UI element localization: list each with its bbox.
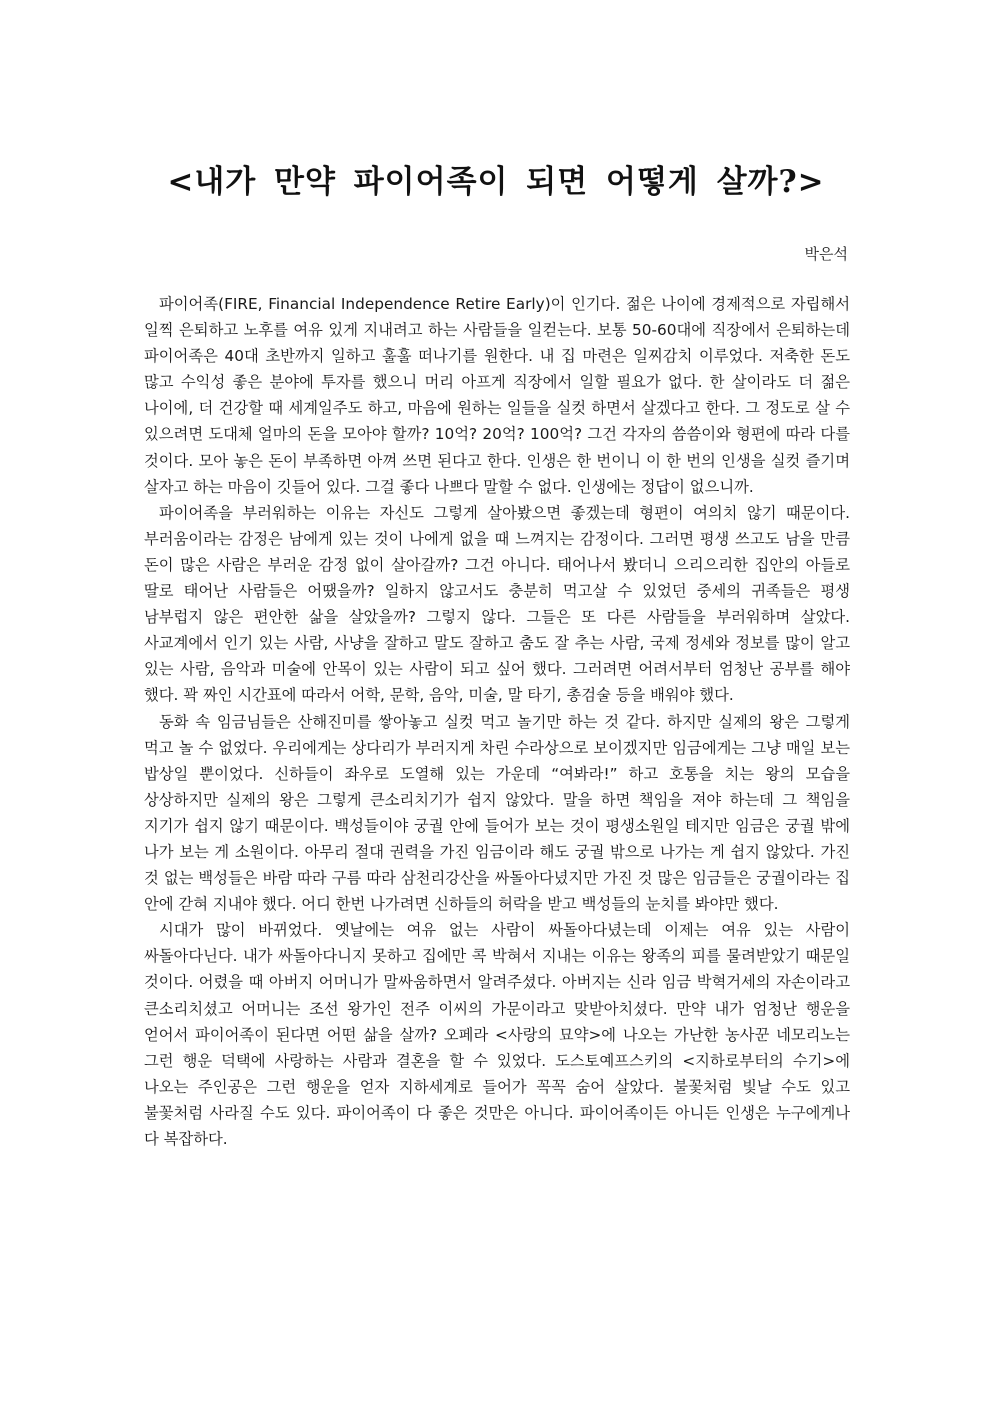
paragraph-4: 시대가 많이 바뀌었다. 옛날에는 여유 없는 사람이 싸돌아다녔는데 이제는 여유 있는 사람이 싸돌아다닌다. 내가 싸돌아다니지 못하고 집에만 콕 박혀서 지내는 이유는 왕족의 피를 물려받았기 때문일 것이다. 어렸을 때 아버지 어머니가 말싸움하면서 알려주셨다. 아버지는 신라 임금 박혁거세의 자손이라고 큰소리치셨고 어머니는 조선 왕가인 전주 이씨의 가문이라고 맞받아치셨다. 만약 내가 엄청난 행운을 얻어서 파이어족이 된다면 어떤 삶을 살까? 오페라 <사랑의 묘약>에 나오는 가난한 농사꾼 네모리노는 그런 행운 덕택에 사랑하는 사람과 결혼을 할 수 있었다. 도스토예프스키의 <지하로부터의 수기>에 나오는 주인공은 그런 행운을 얻자 지하세계로 들어가 꼭꼭 숨어 살았다. 불꽃처럼 빛날 수도 있고 불꽃처럼 사라질 수도 있다. 파이어족이 다 좋은 것만은 아니다. 파이어족이든 아니든 인생은 누구에게나 다 복잡하다. [144, 921, 850, 1148]
paragraph-2: 파이어족을 부러워하는 이유는 자신도 그렇게 살아봤으면 좋겠는데 형편이 여의치 않기 때문이다. 부러움이라는 감정은 남에게 있는 것이 나에게 없을 때 느껴지는 감정이다. 그러면 평생 쓰고도 남을 만큼 돈이 많은 사람은 부러운 감정 없이 살아갈까? 그건 아니다. 태어나서 봤더니 으리으리한 집안의 아들로 딸로 태어난 사람들은 어땠을까? 일하지 않고서도 충분히 먹고살 수 있었던 중세의 귀족들은 평생 남부럽지 않은 편안한 삶을 살았을까? 그렇지 않다. 그들은 또 다른 사람들을 부러워하며 살았다. 사교계에서 인기 있는 사람, 사냥을 잘하고 말도 잘하고 춤도 잘 추는 사람, 국제 정세와 정보를 많이 알고 있는 사람, 음악과 미술에 안목이 있는 사람이 되고 싶어 했다. 그러려면 어려서부터 엄청난 공부를 해야 했다. 꽉 짜인 시간표에 따라서 어학, 문학, 음악, 미술, 말 타기, 총검술 등을 배워야 했다. [144, 503, 850, 705]
paragraph-1: 파이어족(FIRE, Financial Independence Retire Early)이 인기다. 젊은 나이에 경제적으로 자립해서 일찍 은퇴하고 노후를 여유 있게 지내려고 하는 사람들을 일컫는다. 보통 50-60대에 직장에서 은퇴하는데 파이어족은 40대 초반까지 일하고 훌훌 떠나기를 원한다. 내 집 마련은 일찌감치 이루었다. 저축한 돈도 많고 수익성 좋은 분야에 투자를 했으니 머리 아프게 직장에서 일할 필요가 없다. 한 살이라도 더 젊은 나이에, 더 건강할 때 세계일주도 하고, 마음에 원하는 일들을 실컷 하면서 살겠다고 한다. 그 정도로 살 수 있으려면 도대체 얼마의 돈을 모아야 할까? 10억? 20억? 100억? 그건 각자의 씀씀이와 형편에 따라 다를 것이다. 모아 놓은 돈이 부족하면 아껴 쓰면 된다고 한다. 인생은 한 번이니 이 한 번의 인생을 실컷 즐기며 살자고 하는 마음이 깃들어 있다. 그걸 좋다 나쁘다 말할 수 없다. 인생에는 정답이 없으니까. [144, 295, 850, 496]
document-body [144, 291, 850, 1152]
author-name: 박은석 [804, 245, 848, 263]
paragraph-3: 동화 속 임금님들은 산해진미를 쌓아놓고 실컷 먹고 놀기만 하는 것 같다. 하지만 실제의 왕은 그렇게 먹고 놀 수 없었다. 우리에게는 상다리가 부러지게 차린 수라상으로 보이겠지만 임금에게는 그냥 매일 보는 밥상일 뿐이었다. 신하들이 좌우로 도열해 있는 가운데 “여봐라!” 하고 호통을 치는 왕의 모습을 상상하지만 실제의 왕은 그렇게 큰소리치기가 쉽지 않았다. 말을 하면 책임을 져야 하는데 그 책임을 지기가 쉽지 않기 때문이다. 백성들이야 궁궐 안에 들어가 보는 것이 평생소원일 테지만 임금은 궁궐 밖에 나가 보는 게 소원이다. 아무리 절대 권력을 가진 임금이라 해도 궁궐 밖으로 나가는 게 쉽지 않았다. 가진 것 없는 백성들은 바람 따라 구름 따라 삼천리강산을 싸돌아다녔지만 가진 것 많은 임금들은 궁궐이라는 집 안에 갇혀 지내야 했다. 어디 한번 나가려면 신하들의 허락을 받고 백성들의 눈치를 봐야만 했다. [144, 712, 850, 914]
document-title: <내가 만약 파이어족이 되면 어떻게 살까?> [167, 164, 825, 200]
